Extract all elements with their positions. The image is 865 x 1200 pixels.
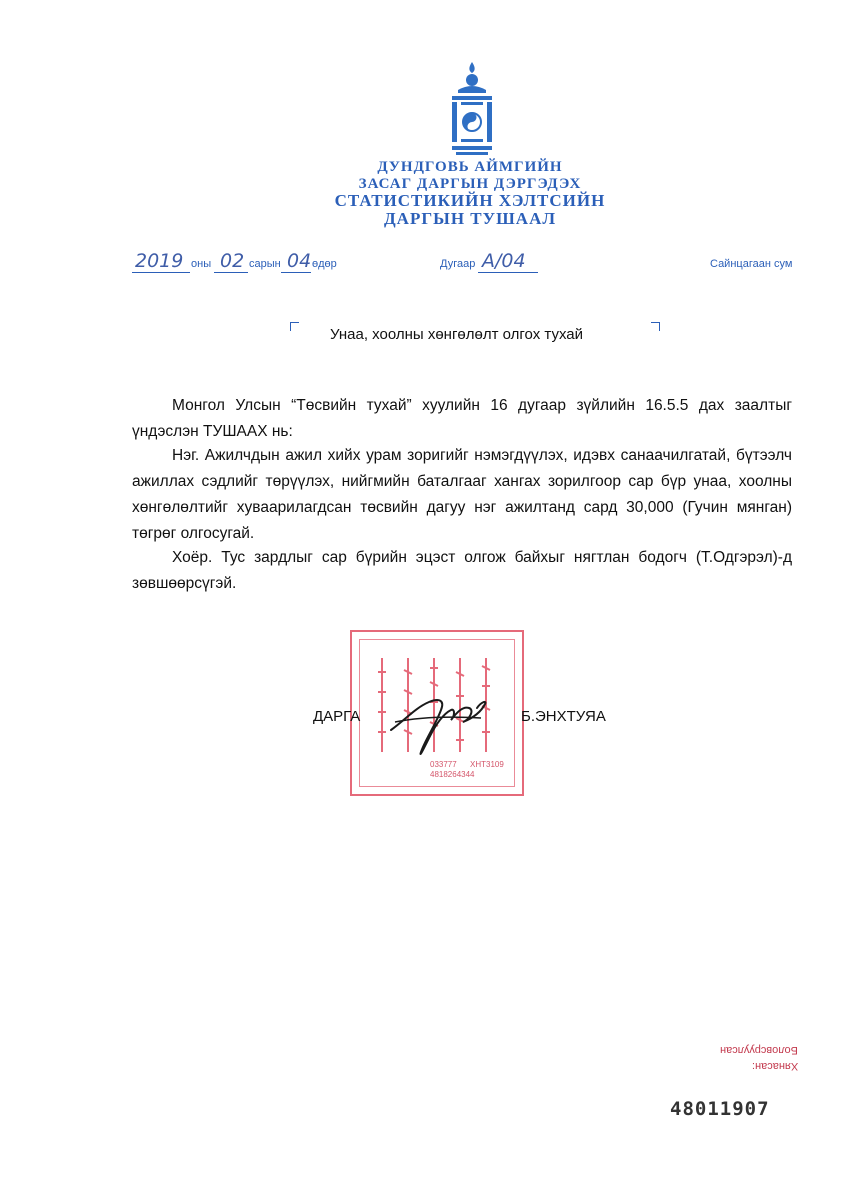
order-number-line [478, 272, 538, 273]
stamp-code-1: 033777 [430, 760, 457, 769]
subject-block [290, 322, 660, 346]
org-line-2: ЗАСАГ ДАРГЫН ДЭРГЭДЭХ [358, 176, 582, 192]
archive-stamp-line-2: Хянасан: [751, 1060, 798, 1072]
subject-corner-left [290, 322, 299, 331]
org-line-1: ДУНДГОВЬ АЙМГИЙН [377, 159, 563, 175]
org-line-3: СТАТИСТИКИЙН ХЭЛТСИЙН [334, 191, 606, 210]
date-day: 04 [287, 250, 312, 272]
body-paragraph-1: Монгол Улсын “Төсвийн тухай” хуулийн 16 дугаар зүйлийн 16.5.5 дах заалтыг үндэслэн ТУШААХ нь: [132, 397, 792, 440]
date-year-suffix: оны [191, 258, 212, 270]
stamp-code-2: ХНТ3109 [470, 760, 504, 769]
subject-corner-right [651, 322, 660, 331]
date-month-line [214, 272, 248, 273]
signatory-title: ДАРГА [313, 708, 361, 725]
soyombo-emblem-icon [446, 60, 498, 160]
archive-stamp [640, 1040, 800, 1130]
archive-serial-number: 48011907 [670, 1098, 770, 1120]
date-year: 2019 [135, 250, 184, 272]
subject-title: Унаа, хоолны хөнгөлөлт олгох тухай [330, 326, 583, 343]
order-number-label: Дугаар [440, 258, 476, 270]
signatory-name: Б.ЭНХТУЯА [521, 708, 606, 725]
handwritten-signature-icon [385, 690, 495, 760]
org-line-4: ДАРГЫН ТУШААЛ [383, 209, 557, 228]
place-name: Сайнцагаан сум [710, 258, 793, 270]
order-number-value: А/04 [482, 250, 526, 272]
date-month-suffix: сарын [249, 258, 281, 270]
body-paragraph-3: Хоёр. Тус зардлыг сар бүрийн эцэст олгож байхыг нягтлан бодогч (Т.Одгэрэл)-д зөвшөөрсүгэй. [132, 549, 792, 592]
date-year-line [132, 272, 190, 273]
body-paragraph-2: Нэг. Ажилчдын ажил хийх урам зоригийг нэмэгдүүлэх, идэвх санаачилгатай, бүтээлч ажиллах сэдлийг төрүүлэх, нийгмийн баталгааг хангах зорилгоор сар бүр унаа, хоолны хөнгөлөлтийг хуваарилагдсан төсвийн дагуу нэг ажилтанд сард 30,000 (Гучин мянган) төгрөг олгосугай. [132, 447, 792, 542]
date-day-line [281, 272, 311, 273]
archive-stamp-line-1: Боловсруулсан [720, 1044, 798, 1056]
stamp-code-3: 4818264344 [430, 770, 475, 779]
date-day-suffix: өдөр [312, 258, 337, 270]
date-month: 02 [220, 250, 245, 272]
